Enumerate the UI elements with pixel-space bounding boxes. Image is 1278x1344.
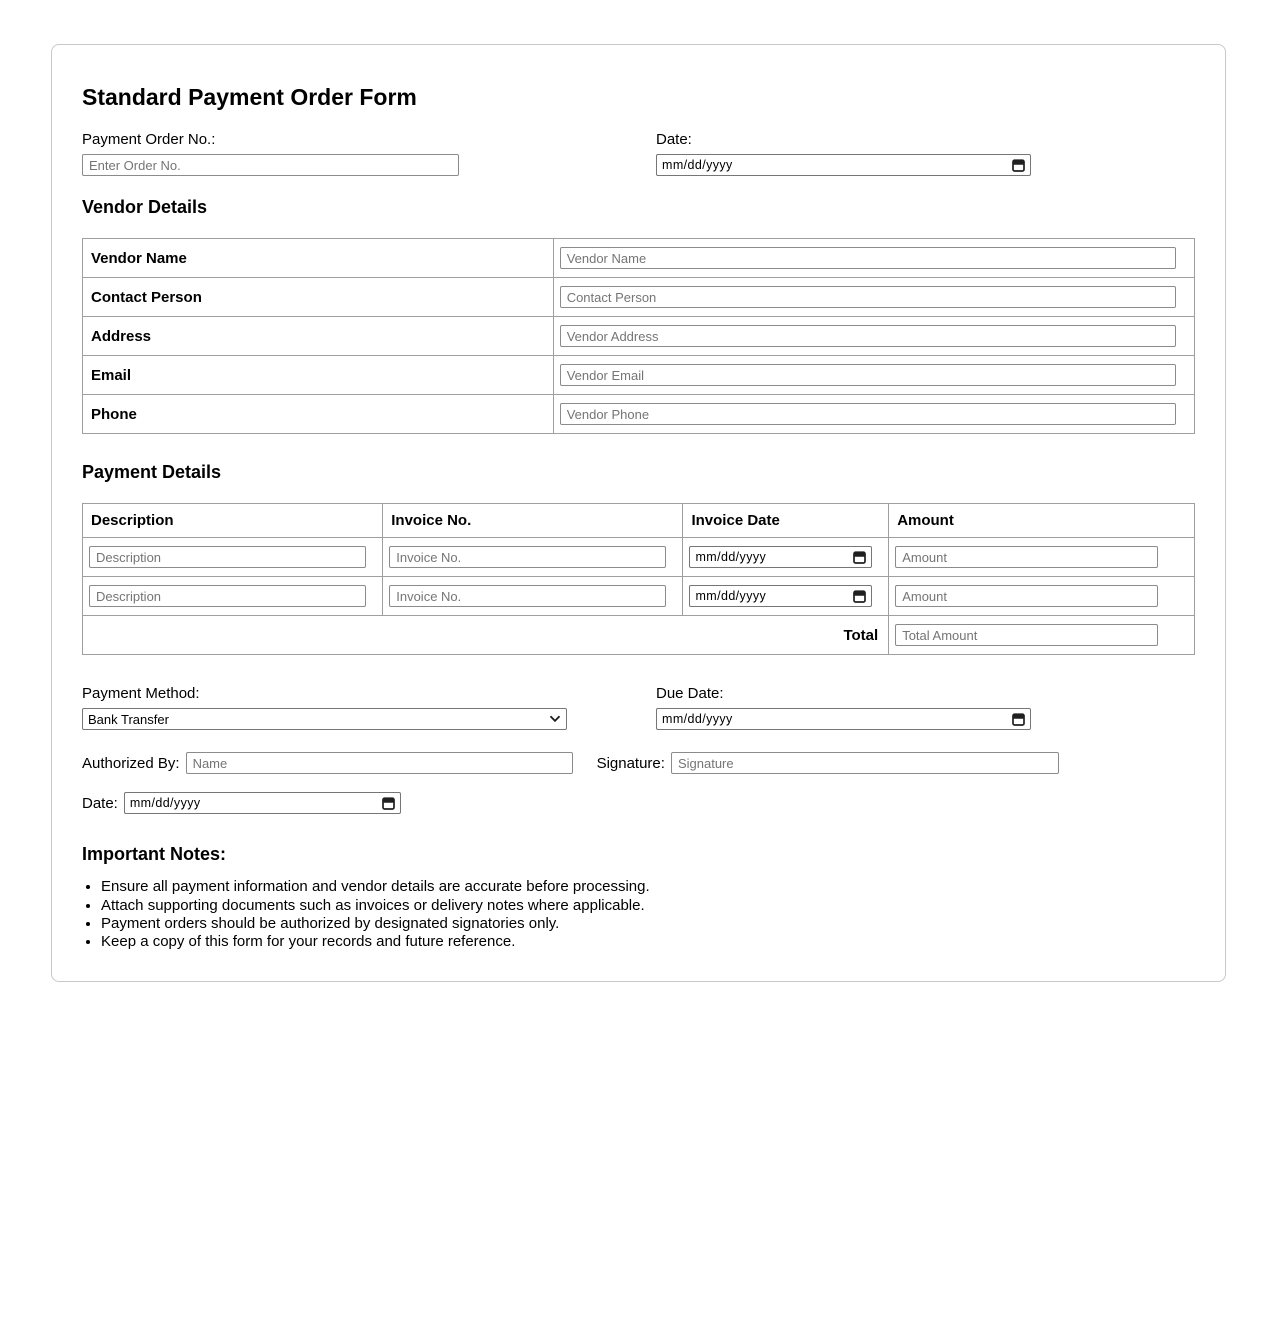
- vendor-name-row: [83, 239, 1195, 278]
- date-input[interactable]: [656, 154, 1031, 176]
- vendor-details-heading: Vendor Details: [82, 197, 208, 218]
- invoice-date-input-2[interactable]: [689, 585, 872, 607]
- contact-person-label: Contact Person: [83, 278, 554, 317]
- signature-field: [597, 752, 1059, 774]
- page-title: Standard Payment Order Form: [82, 84, 417, 110]
- note-item: • Attach supporting documents such as invoices or delivery notes where applicable.: [101, 897, 1195, 915]
- address-label: Address: [83, 317, 554, 356]
- amount-input-1[interactable]: [895, 546, 1158, 568]
- calendar-icon[interactable]: [1012, 158, 1025, 172]
- invoice-date-placeholder-1: mm/dd/yyyy: [695, 550, 767, 565]
- due-date-field: [638, 685, 1195, 730]
- calendar-icon[interactable]: [382, 796, 395, 810]
- email-row: [83, 356, 1195, 395]
- important-notes-heading: Important Notes:: [82, 844, 226, 865]
- payment-order-form-card: [51, 44, 1226, 982]
- note-item: • Payment orders should be authorized by designated signatories only.: [101, 915, 1195, 933]
- signature-label: Signature:: [596, 754, 665, 772]
- total-amount-input[interactable]: [895, 624, 1158, 646]
- invoice-no-input-2[interactable]: [389, 585, 666, 607]
- amount-input-2[interactable]: [895, 585, 1158, 607]
- description-column-header: Description: [83, 504, 383, 538]
- method-due-row: [82, 685, 1195, 730]
- contact-person-input[interactable]: [560, 286, 1176, 308]
- vendor-phone-input[interactable]: [560, 403, 1176, 425]
- vendor-email-input[interactable]: [560, 364, 1176, 386]
- due-date-placeholder-text: mm/dd/yyyy: [662, 712, 733, 727]
- payment-table: [82, 503, 1195, 655]
- payment-row-1: [83, 538, 1195, 577]
- order-no-input[interactable]: [82, 154, 459, 176]
- note-item: • Ensure all payment information and vendor details are accurate before processing.: [101, 878, 1195, 896]
- payment-row-2: [83, 577, 1195, 616]
- invoice-no-input-1[interactable]: [389, 546, 666, 568]
- vendor-table: [82, 238, 1195, 434]
- note-item: • Keep a copy of this form for your records and future reference.: [101, 933, 1195, 951]
- signature-input[interactable]: [671, 752, 1059, 774]
- sign-date-placeholder-text: mm/dd/yyyy: [129, 796, 201, 811]
- address-row: [83, 317, 1195, 356]
- payment-method-label: Payment Method:: [82, 685, 200, 703]
- order-date-row: [82, 131, 1195, 176]
- invoice-date-input-1[interactable]: [689, 546, 872, 568]
- invoice-no-column-header: Invoice No.: [383, 504, 683, 538]
- payment-method-select[interactable]: [82, 708, 567, 730]
- date-placeholder-text: mm/dd/yyyy: [662, 158, 733, 173]
- total-row: [83, 616, 1195, 655]
- payment-details-heading: Payment Details: [82, 462, 222, 483]
- vendor-name-input[interactable]: [560, 247, 1176, 269]
- date-label: Date:: [656, 131, 692, 149]
- sign-date-label: Date:: [82, 794, 118, 812]
- authorized-by-label: Authorized By:: [82, 754, 180, 772]
- email-label: Email: [83, 356, 554, 395]
- contact-person-row: [83, 278, 1195, 317]
- due-date-label: Due Date:: [656, 685, 724, 703]
- sign-date-input[interactable]: [124, 792, 401, 814]
- vendor-address-input[interactable]: [560, 325, 1176, 347]
- description-input-1[interactable]: [89, 546, 366, 568]
- total-label: Total: [83, 616, 889, 655]
- amount-column-header: Amount: [889, 504, 1195, 538]
- authorization-row: [82, 752, 1195, 774]
- order-no-label: Payment Order No.:: [82, 131, 216, 149]
- calendar-icon[interactable]: [853, 550, 866, 564]
- authorized-by-input[interactable]: [186, 752, 573, 774]
- sign-date-row: [82, 792, 1195, 814]
- payment-header-row: [83, 504, 1195, 538]
- order-no-field: [82, 131, 638, 176]
- phone-row: [83, 395, 1195, 434]
- invoice-date-column-header: Invoice Date: [683, 504, 889, 538]
- invoice-date-placeholder-2: mm/dd/yyyy: [695, 589, 767, 604]
- calendar-icon[interactable]: [1012, 712, 1025, 726]
- calendar-icon[interactable]: [853, 589, 866, 603]
- date-field: [638, 131, 1195, 176]
- important-notes-list: [82, 878, 1195, 951]
- description-input-2[interactable]: [89, 585, 366, 607]
- payment-method-field: [82, 685, 638, 730]
- vendor-name-label: Vendor Name: [83, 239, 554, 278]
- due-date-input[interactable]: [656, 708, 1031, 730]
- phone-label: Phone: [83, 395, 554, 434]
